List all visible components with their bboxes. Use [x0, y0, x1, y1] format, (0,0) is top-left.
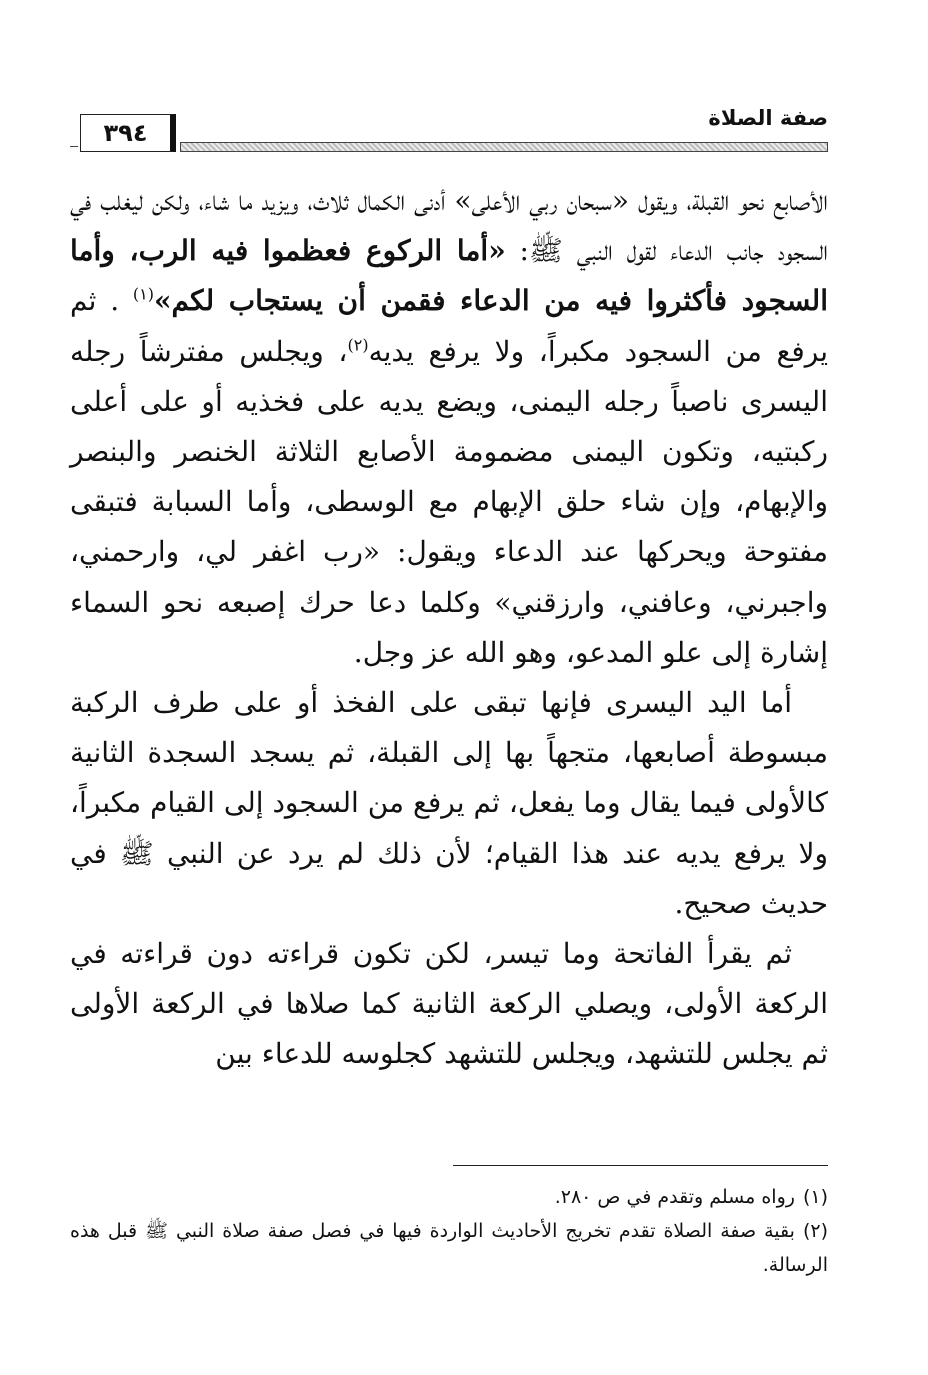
- footnotes: [70, 1180, 828, 1282]
- running-title: صفة الصلاة: [708, 106, 828, 130]
- header-rule: [180, 142, 828, 152]
- p1-text-b: . ثم يرفع من السجود مكبراً، ولا يرفع يديه: [70, 284, 828, 368]
- page-header: [70, 104, 828, 154]
- paragraph-2: أما اليد اليسرى فإنها تبقى على الفخذ أو على طرف الركبة مبسوطة أصابعها، متجهاً بها إلى القبلة، ثم يسجد السجدة الثانية كالأولى فيما يقال وما يفعل، ثم يرفع من السجود إلى القيام مكبراً، ولا يرفع يديه عند هذا القيام؛ لأن ذلك لم يرد عن النبي ﷺ في حديث صحيح.: [70, 686, 828, 920]
- footnote-1: [70, 1180, 828, 1214]
- header-rule-left: [70, 146, 78, 153]
- main-text: [70, 176, 828, 1080]
- footnote-divider: [453, 1165, 828, 1166]
- p1-text-c: ، ويجلس مفترشاً رجله اليسرى ناصباً رجله اليمنى، ويضع يديه على فخذيه أو على أعلى ركبتيه، وتكون اليمنى مضمومة الأصابع الثلاثة الخنصر والبنصر والإبهام، وإن شاء حلق الإبهام مع الوسطى، وأما السبابة فتبقى مفتوحة ويحركها عند الدعاء ويقول: «رب اغفر لي، وارحمني، واجبرني، وعافني، وارزقني» وكلما دعا حرك إصبعه نحو السماء إشارة إلى علو المدعو، وهو الله عز وجل.: [70, 334, 828, 669]
- footnote-number: (١): [802, 1186, 828, 1208]
- p1-text-a: الأصابع نحو القبلة، ويقول «سبحان ربي الأعلى» أدنى الكمال ثلاث، ويزيد ما شاء، ولكن ليغلب في السجود جانب الدعاء لقول النبي ﷺ:: [70, 184, 829, 268]
- hadith-quote: «أما الركوع فعظموا فيه الرب، وأما السجود فأكثروا فيه من الدعاء فقمن أن يستجاب لكم»: [70, 234, 828, 318]
- paragraph-1: [70, 176, 828, 678]
- page-number: ٣٩٤: [80, 114, 176, 152]
- footnote-text: بقية صفة الصلاة تقدم تخريج الأحاديث الواردة فيها في فصل صفة صلاة النبي ﷺ قبل هذه الرسالة.: [70, 1220, 828, 1276]
- footnote-ref-2[interactable]: (٢): [347, 335, 369, 355]
- footnote-2: [70, 1214, 828, 1282]
- paragraph-3: ثم يقرأ الفاتحة وما تيسر، لكن تكون قراءته دون قراءته في الركعة الأولى، ويصلي الركعة الثانية كما صلاها في الركعة الأولى ثم يجلس للتشهد، ويجلس للتشهد كجلوسه للدعاء بين: [70, 937, 828, 1071]
- footnote-ref-1[interactable]: (١): [132, 285, 154, 305]
- footnote-text: رواه مسلم وتقدم في ص ٢٨٠.: [554, 1186, 795, 1208]
- footnote-number: (٢): [802, 1220, 828, 1242]
